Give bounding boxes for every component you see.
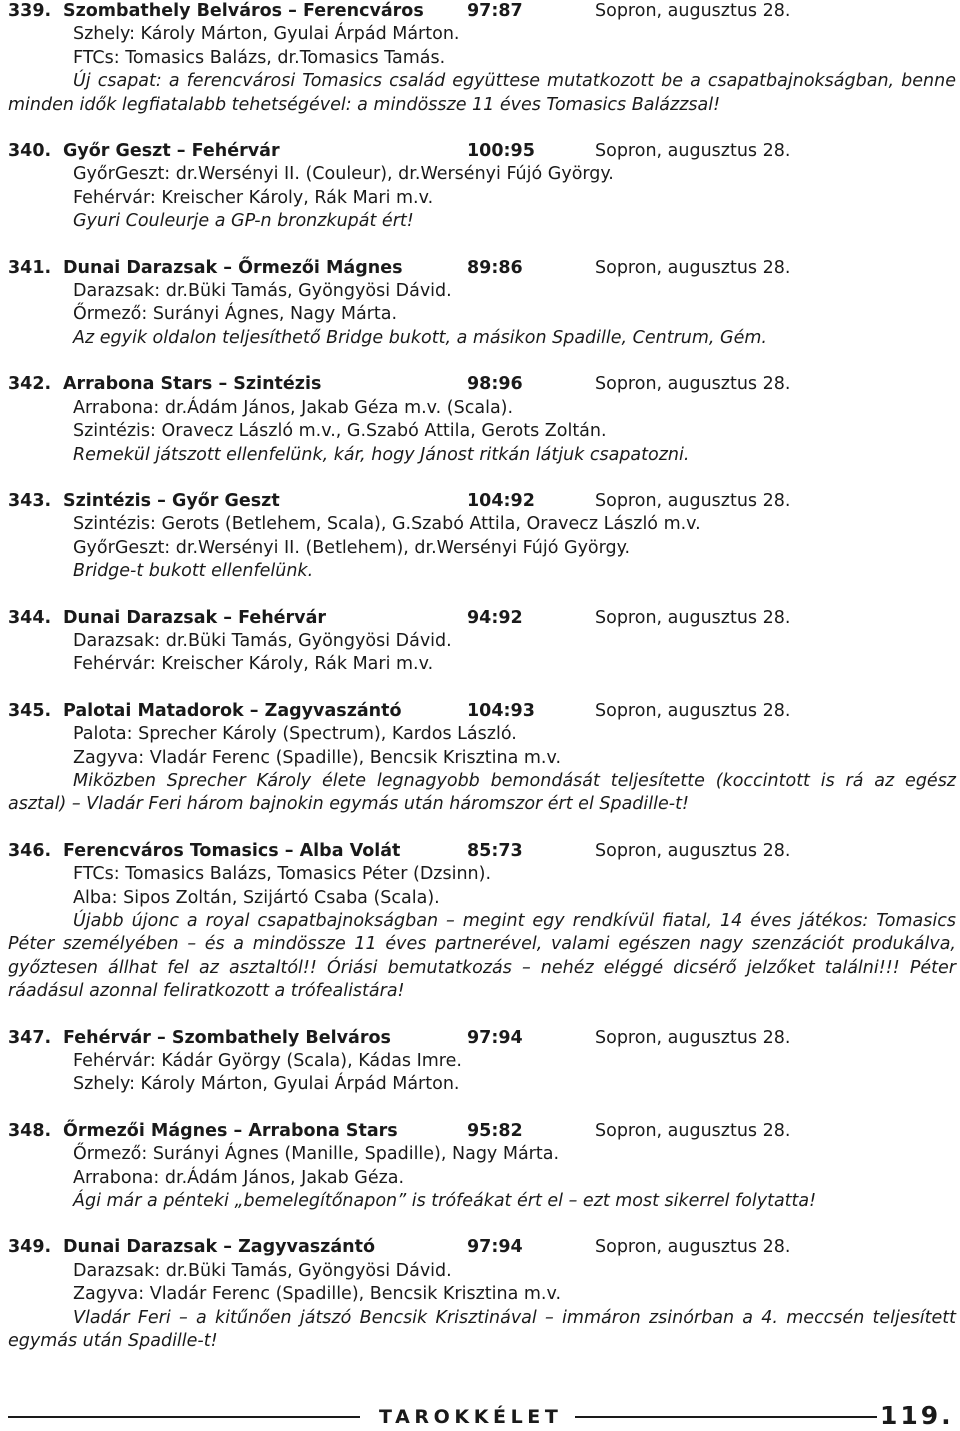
match-header	[8, 140, 956, 163]
match-teams: Győr Geszt – Fehérvár	[63, 141, 280, 162]
match-345	[8, 700, 956, 817]
match-place-date: Sopron, augusztus 28.	[595, 141, 791, 162]
match-place-date: Sopron, augusztus 28.	[595, 257, 791, 278]
team-lineup: Őrmező: Surányi Ágnes, Nagy Márta.	[73, 304, 398, 325]
match-score: 97:94	[467, 1027, 523, 1048]
match-place-date: Sopron, augusztus 28.	[595, 607, 791, 628]
magazine-title: TAROKKÉLET	[379, 1406, 563, 1428]
match-number: 348.	[8, 1120, 52, 1141]
match-number: 349.	[8, 1237, 52, 1258]
team-lineup: Darazsak: dr.Büki Tamás, Gyöngyösi Dávid.	[73, 1260, 452, 1281]
team-lineup: Darazsak: dr.Büki Tamás, Gyöngyösi Dávid.	[73, 630, 452, 651]
match-number: 345.	[8, 700, 52, 721]
team-lineup: Darazsak: dr.Büki Tamás, Gyöngyösi Dávid.	[73, 281, 452, 302]
team-lineup: FTCs: Tomasics Balázs, Tomasics Péter (Dzsinn).	[73, 864, 492, 885]
match-score: 85:73	[467, 840, 523, 861]
match-place-date: Sopron, augusztus 28.	[595, 1120, 791, 1141]
team-lineup: Zagyva: Vladár Ferenc (Spadille), Bencsik Krisztina m.v.	[73, 747, 562, 768]
team-lineup: Szhely: Károly Márton, Gyulai Árpád Márton.	[73, 24, 460, 45]
match-comment: Új csapat: a ferencvárosi Tomasics család együttese mutatkozott be a csapatbajnokságban, benne minden idők legfiatalabb tehetségével: a mindössze 11 éves Tomasics Balázzsal!	[8, 71, 956, 115]
match-teams: Arrabona Stars – Szintézis	[63, 374, 322, 395]
match-teams: Őrmezői Mágnes – Arrabona Stars	[63, 1120, 398, 1141]
page-number: 119.	[880, 1401, 954, 1430]
match-score: 98:96	[467, 374, 523, 395]
match-header	[8, 1120, 956, 1143]
team-lineup: Fehérvár: Kreischer Károly, Rák Mari m.v.	[73, 654, 434, 675]
team-lineup: Arrabona: dr.Ádám János, Jakab Géza.	[73, 1167, 405, 1188]
match-teams: Palotai Matadorok – Zagyvaszántó	[63, 700, 402, 721]
match-342	[8, 373, 956, 467]
team-lineup: Fehérvár: Kreischer Károly, Rák Mari m.v.	[73, 187, 434, 208]
match-header	[8, 1027, 956, 1050]
match-number: 344.	[8, 607, 52, 628]
match-349	[8, 1236, 956, 1353]
match-comment: Gyuri Couleurje a GP-n bronzkupát ért!	[73, 211, 414, 232]
match-header	[8, 257, 956, 280]
team-lineup: Palota: Sprecher Károly (Spectrum), Kardos László.	[73, 724, 517, 745]
match-number: 346.	[8, 840, 52, 861]
match-340	[8, 140, 956, 234]
match-place-date: Sopron, augusztus 28.	[595, 1027, 791, 1048]
match-score: 104:93	[467, 700, 535, 721]
match-place-date: Sopron, augusztus 28.	[595, 374, 791, 395]
footer-rule-right	[575, 1416, 877, 1418]
match-teams: Dunai Darazsak – Zagyvaszántó	[63, 1237, 376, 1258]
match-header	[8, 0, 956, 23]
match-number: 347.	[8, 1027, 52, 1048]
page-footer	[8, 1401, 954, 1430]
match-339	[8, 0, 956, 117]
match-number: 343.	[8, 490, 52, 511]
team-lineup: Zagyva: Vladár Ferenc (Spadille), Bencsik Krisztina m.v.	[73, 1284, 562, 1305]
match-header	[8, 840, 956, 863]
match-number: 340.	[8, 141, 52, 162]
match-score: 97:87	[467, 1, 523, 21]
team-lineup: Fehérvár: Kádár György (Scala), Kádas Imre.	[73, 1051, 462, 1072]
match-place-date: Sopron, augusztus 28.	[595, 1237, 791, 1258]
team-lineup: Szhely: Károly Márton, Gyulai Árpád Márton.	[73, 1074, 460, 1095]
match-header	[8, 373, 956, 396]
footer-rule-left	[8, 1416, 360, 1418]
match-comment: Vladár Feri – a kitűnően játszó Bencsik Krisztinával – immáron zsinórban a 4. meccsén teljesített egymás után Spadille-t!	[8, 1307, 956, 1352]
match-place-date: Sopron, augusztus 28.	[595, 700, 791, 721]
match-comment: Az egyik oldalon teljesíthető Bridge bukott, a másikon Spadille, Centrum, Gém.	[73, 327, 767, 348]
match-score: 104:92	[467, 490, 535, 511]
match-teams: Dunai Darazsak – Őrmezői Mágnes	[63, 257, 403, 278]
match-place-date: Sopron, augusztus 28.	[595, 840, 791, 861]
match-number: 341.	[8, 257, 52, 278]
team-lineup: Alba: Sipos Zoltán, Szijártó Csaba (Scala).	[73, 887, 440, 908]
match-teams: Ferencváros Tomasics – Alba Volát	[63, 840, 401, 861]
match-348	[8, 1120, 956, 1214]
team-lineup: GyőrGeszt: dr.Wersényi II. (Couleur), dr.Wersényi Fújó György.	[73, 164, 614, 185]
match-teams: Szintézis – Győr Geszt	[63, 490, 280, 511]
match-347	[8, 1027, 956, 1097]
team-lineup: Szintézis: Oravecz László m.v., G.Szabó Attila, Gerots Zoltán.	[73, 421, 607, 442]
match-score: 89:86	[467, 257, 523, 278]
match-346	[8, 840, 956, 1004]
match-header	[8, 490, 956, 513]
match-344	[8, 607, 956, 677]
match-comment: Remekül játszott ellenfelünk, kár, hogy Jánost ritkán látjuk csapatozni.	[73, 444, 690, 465]
match-teams: Fehérvár – Szombathely Belváros	[63, 1027, 391, 1048]
match-place-date: Sopron, augusztus 28.	[595, 1, 791, 21]
match-comment: Újabb újonc a royal csapatbajnokságban – megint egy rendkívül fiatal, 14 éves játékos: Tomasics Péter személyében – és a mindössze 11 éves partnerével, valami egészen nagy szenzációt produkálva, győztesen állhat fel az asztaltól!! Óriási bemutatkozás – nehéz eléggé dicsérő jelzőket találni!!! Péter ráadásul azonnal feliratkozott a trófealistára!	[8, 911, 956, 1002]
match-place-date: Sopron, augusztus 28.	[595, 490, 791, 511]
match-comment: Ági már a pénteki „bemelegítőnapon” is trófeákat ért el – ezt most sikerrel folytatta!	[73, 1191, 817, 1212]
team-lineup: Arrabona: dr.Ádám János, Jakab Géza m.v. (Scala).	[73, 397, 514, 418]
match-341	[8, 257, 956, 351]
team-lineup: FTCs: Tomasics Balázs, dr.Tomasics Tamás.	[73, 47, 446, 68]
match-number: 339.	[8, 1, 52, 21]
team-lineup: Őrmező: Surányi Ágnes (Manille, Spadille), Nagy Márta.	[73, 1144, 560, 1165]
match-comment: Bridge-t bukott ellenfelünk.	[73, 561, 314, 582]
match-score: 97:94	[467, 1237, 523, 1258]
match-header	[8, 607, 956, 630]
match-number: 342.	[8, 374, 52, 395]
match-teams: Dunai Darazsak – Fehérvár	[63, 607, 327, 628]
match-comment: Miközben Sprecher Károly élete legnagyobb bemondását teljesítette (koccintott is rá az egész asztal) – Vladár Feri három bajnokin egymás után háromszor ért el Spadille-t!	[8, 770, 956, 815]
match-score: 95:82	[467, 1120, 523, 1141]
match-score: 100:95	[467, 141, 535, 162]
match-343	[8, 490, 956, 584]
match-score: 94:92	[467, 607, 523, 628]
match-header	[8, 700, 956, 723]
team-lineup: Szintézis: Gerots (Betlehem, Scala), G.Szabó Attila, Oravecz László m.v.	[73, 514, 701, 535]
team-lineup: GyőrGeszt: dr.Wersényi II. (Betlehem), dr.Wersényi Fújó György.	[73, 537, 631, 558]
match-teams: Szombathely Belváros – Ferencváros	[63, 1, 424, 21]
results-page	[8, 0, 956, 1377]
match-header	[8, 1236, 956, 1259]
